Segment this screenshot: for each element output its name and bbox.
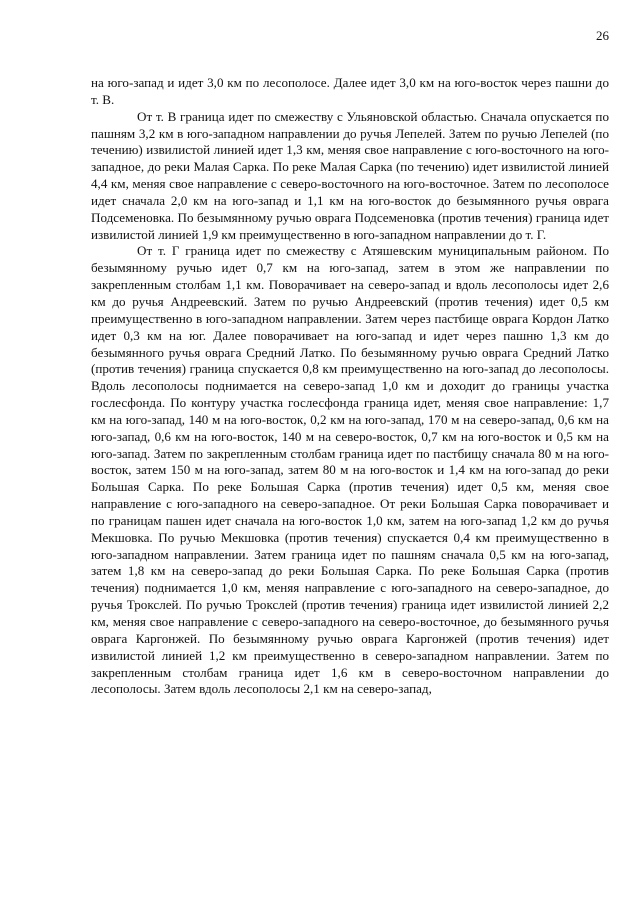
paragraph-3: От т. Г граница идет по смежеству с Атяшевским муниципальным районом. По безымянному ручью идет 0,7 км на юго-запад, затем в этом же направлении по закрепленным столбам 1,1 км. Поворачивает на северо-запад и вдоль лесополосы идет 2,6 км до ручья Андреевский. Затем по ручью Андреевский (против течения) идет 0,5 км преимущественно в юго-западном направлении. Затем через пастбище оврага Кордон Латко идет 0,3 км на юг. Далее поворачивает на юго-запад и идет через пашню 1,3 км до безымянного ручья оврага Средний Латко. По безымянному ручью оврага Средний Латко (против течения) граница спускается 0,8 км преимущественно на юго-запад до лесополосы. Вдоль лесополосы поднимается на северо-запад 1,0 км и доходит до границы участка гослесфонда. По контуру участка гослесфонда граница идет, меняя свое направление: 1,7 км на юго-запад, 140 м на юго-восток, 0,2 км на юго-запад, 170 м на северо-запад, 0,6 км на юго-запад, 0,6 км на юго-восток, 140 м на северо-восток, 0,7 км на юго-восток и 0,5 км на юго-запад. Затем по закрепленным столбам граница идет по пастбищу сначала 80 м на юго-восток, затем 150 м на юго-запад, затем 80 м на юго-восток и 1,4 км на юго-запад до реки Большая Сарка. По реке Большая Сарка (против течения) идет 0,5 км, меняя свое направление с юго-западного на северо-западное. От реки Большая Сарка поворачивает и по границам пашен идет сначала на юго-восток 1,0 км, затем на юго-запад 1,2 км до ручья Мекшовка. По ручью Мекшовка (против течения) спускается 0,4 км преимущественно в юго-западном направлении. Затем граница идет по пашням сначала 0,5 км на юго-запад, затем 1,8 км на северо-запад до реки Большая Сарка. По реке Большая Сарка (против течения) поднимается 1,0 км, меняя направление с юго-западного на северо-западное, до ручья Трокслей. По ручью Трокслей (против течения) граница идет извилистой линией 2,2 км, меняя свое направление с северо-западного на северо-восточное, до безымянного ручья оврага Каргонжей. По безымянному ручью оврага Каргонжей (против течения) идет извилистой линией 1,2 км преимущественно в северо-западном направлении. Затем по закрепленным столбам граница идет 1,6 км в северо-восточном направлении до лесополосы. Затем вдоль лесополосы 2,1 км на северо-запад,: [91, 243, 609, 697]
page-number: 26: [596, 28, 609, 43]
paragraph-1: на юго-запад и идет 3,0 км по лесополосе. Далее идет 3,0 км на юго-восток через пашни до т. В.: [91, 75, 609, 107]
document-body: [91, 75, 609, 698]
paragraph-2: От т. В граница идет по смежеству с Ульяновской областью. Сначала опускается по пашням 3,2 км в юго-западном направлении до ручья Лепелей. Затем по ручью Лепелей (по течению) извилистой линией идет 1,3 км, меняя свое направление с юго-восточного на юго-западное, до реки Малая Сарка. По реке Малая Сарка (по течению) идет извилистой линией 4,4 км, меняя свое направление с северо-восточного на юго-восточное. Затем по лесополосе идет сначала 2,0 км на юго-запад и 1,1 км на юго-восток до безымянного ручья оврага Подсеменовка. По безымянному ручью оврага Подсеменовка (против течения) граница идет извилистой линией 1,9 км преимущественно в юго-западном направлении до т. Г.: [91, 108, 609, 242]
